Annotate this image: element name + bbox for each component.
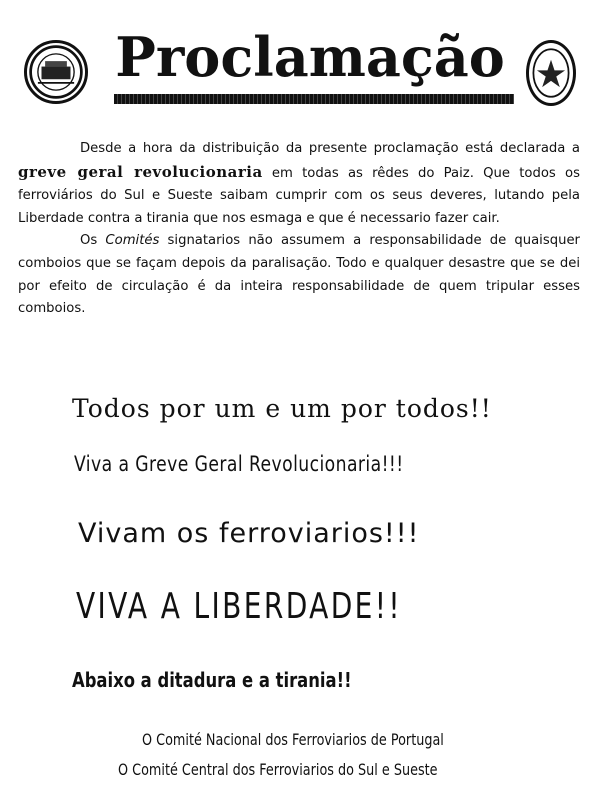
slogan-5: Abaixo a ditadura e a tirania!!: [72, 668, 352, 692]
proclamation-body: [18, 138, 580, 321]
general-strike-phrase: greve geral revolucionaria: [18, 162, 263, 181]
signature-central-committee: O Comité Central dos Ferroviarios do Sul e Sueste: [118, 760, 438, 779]
signature-national-committee: O Comité Nacional dos Ferroviarios de Portugal: [142, 730, 444, 749]
left-seal-icon: [24, 40, 88, 104]
page-title: Proclamação: [115, 25, 505, 89]
slogan-2: Viva a Greve Geral Revolucionaria!!!: [74, 452, 404, 476]
paragraph-1: Desde a hora da distribuição da presente proclamação está declarada a greve geral revolucionaria em todas as rêdes do Paiz. Que todos os ferroviários do Sul e Sueste saibam cumprir com os seus deveres, lutando pela Liberdade contra a tirania que nos esmaga e que é necessario fazer cair.: [18, 141, 580, 226]
slogan-4: VIVA A LIBERDADE!!: [76, 586, 402, 627]
comites-word: Comités: [105, 233, 160, 249]
slogan-1: Todos por um e um por todos!!: [72, 394, 492, 423]
title-rule: [114, 94, 514, 104]
right-seal-icon: [526, 40, 576, 106]
slogan-3: Vivam os ferroviarios!!!: [78, 518, 420, 549]
paragraph-2: Os Comités signatarios não assumem a responsabilidade de quaisquer comboios que se façam depois da paralisação. Todo e qualquer desastre que se dei por efeito de circulação é da inteira responsabilidade de quem tripular esses comboios.: [18, 233, 580, 317]
